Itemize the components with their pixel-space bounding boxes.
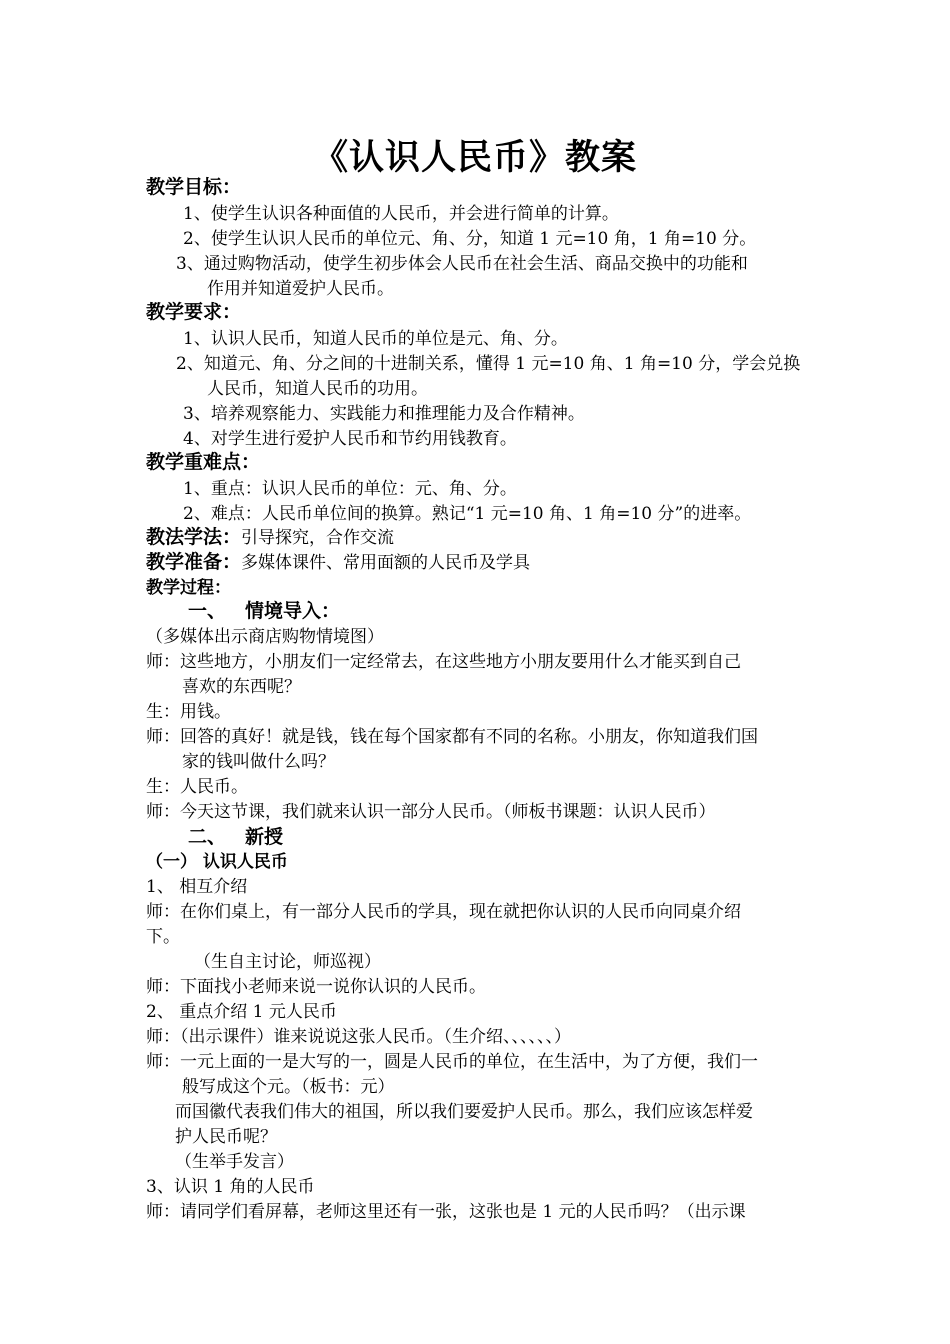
goal-item: 1、使学生认识各种面值的人民币，并会进行简单的计算。	[183, 204, 619, 224]
process-line: 师：今天这节课，我们就来认识一部分人民币。（师板书课题：认识人民币）	[146, 802, 716, 822]
goal-item: 2、使学生认识人民币的单位元、角、分，知道 1 元=10 角，1 角=10 分。	[183, 229, 757, 249]
process-line: 般写成这个元。（板书：元）	[182, 1077, 395, 1097]
methods-line	[146, 525, 394, 550]
prep-line	[146, 550, 530, 575]
process-line: 3、认识 1 角的人民币	[146, 1177, 315, 1197]
process-line: 2、 重点介绍 1 元人民币	[146, 1002, 337, 1022]
section-1-title: 情境导入：	[245, 600, 341, 622]
process-line: （生自主讨论，师巡视）	[194, 952, 381, 972]
process-line: 1、 相互介绍	[146, 877, 248, 897]
process-line: 师：（出示课件）谁来说说这张人民币。（生介绍、、、、、、）	[146, 1027, 571, 1047]
keypoints-heading: 教学重难点：	[146, 451, 261, 473]
process-heading: 教学过程：	[146, 578, 231, 598]
keypoint-item: 2、难点：人民币单位间的换算。熟记“1 元=10 角、1 角=10 分”的进率。	[183, 504, 752, 524]
process-line: 下。	[146, 927, 180, 947]
requirements-heading: 教学要求：	[146, 301, 242, 323]
section-2-number: 二、	[188, 826, 227, 848]
page-title: 《认识人民币》教案	[312, 137, 637, 178]
requirement-item: 4、对学生进行爱护人民币和节约用钱教育。	[183, 429, 517, 449]
goal-item: 3、通过购物活动，使学生初步体会人民币在社会生活、商品交换中的功能和	[176, 254, 748, 274]
process-line: 师：请同学们看屏幕，老师这里还有一张，这张也是 1 元的人民币吗？（出示课	[146, 1202, 746, 1222]
methods-label: 教法学法：	[146, 526, 242, 548]
requirement-item: 人民币，知道人民币的功用。	[207, 379, 428, 399]
process-line: 而国徽代表我们伟大的祖国，所以我们要爱护人民币。那么，我们应该怎样爱	[175, 1102, 753, 1122]
process-line: 师：这些地方，小朋友们一定经常去，在这些地方小朋友要用什么才能买到自己	[146, 652, 741, 672]
process-line: 师：回答的真好！就是钱，钱在每个国家都有不同的名称。小朋友，你知道我们国	[146, 727, 758, 747]
process-line: 生：人民币。	[146, 777, 248, 797]
section-1-number: 一、	[188, 600, 227, 622]
process-line: （多媒体出示商店购物情境图）	[146, 627, 384, 647]
process-line: 师：下面找小老师来说一说你认识的人民币。	[146, 977, 486, 997]
process-line: 家的钱叫做什么吗？	[182, 752, 335, 772]
process-line: （生举手发言）	[175, 1152, 294, 1172]
requirement-item: 2、知道元、角、分之间的十进制关系，懂得 1 元=10 角、1 角=10 分，学会兑换	[176, 354, 801, 374]
process-line: 喜欢的东西呢？	[182, 677, 301, 697]
methods-text: 引导探究，合作交流	[241, 528, 395, 548]
requirement-item: 1、认识人民币，知道人民币的单位是元、角、分。	[183, 329, 568, 349]
keypoint-item: 1、重点：认识人民币的单位：元、角、分。	[183, 479, 517, 499]
process-line: 师：一元上面的一是大写的一，圆是人民币的单位，在生活中，为了方便，我们一	[146, 1052, 758, 1072]
subsection-1-title: （一） 认识人民币	[146, 852, 288, 872]
goals-heading: 教学目标：	[146, 176, 242, 198]
process-line: 护人民币呢？	[175, 1127, 277, 1147]
goal-item: 作用并知道爱护人民币。	[207, 279, 394, 299]
prep-label: 教学准备：	[146, 551, 242, 573]
prep-text: 多媒体课件、常用面额的人民币及学具	[241, 553, 531, 573]
requirement-item: 3、培养观察能力、实践能力和推理能力及合作精神。	[183, 404, 585, 424]
process-line: 生：用钱。	[146, 702, 231, 722]
section-2-title: 新授	[245, 826, 284, 848]
process-line: 师：在你们桌上，有一部分人民币的学具，现在就把你认识的人民币向同桌介绍	[146, 902, 741, 922]
